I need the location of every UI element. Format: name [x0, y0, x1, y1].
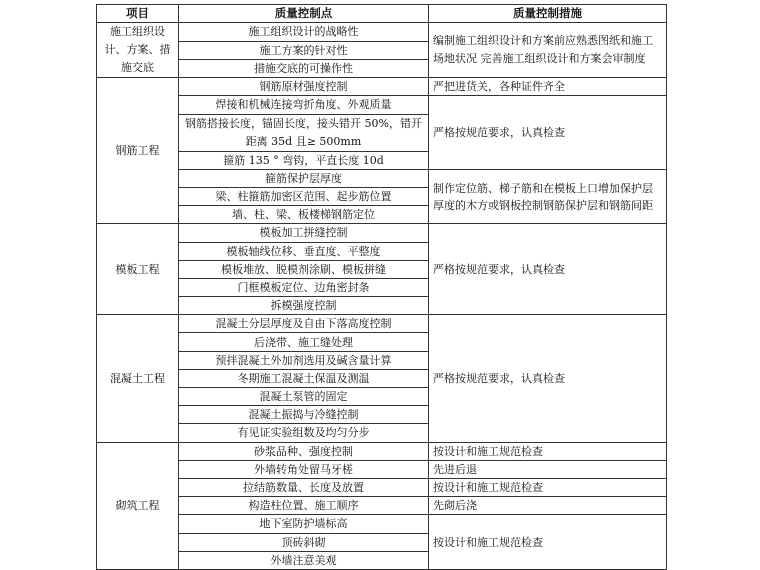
control-point-cell: 施工组织设计的战略性: [179, 23, 429, 41]
control-point-cell: 梁、柱箍筋加密区范围、起步筋位置: [179, 187, 429, 205]
table-row: [97, 460, 667, 478]
measure-cell: 严把进货关，各种证件齐全: [429, 78, 667, 96]
control-point-cell: 箍筋 135 ° 弯钩，平直长度 10d: [179, 151, 429, 169]
control-point-cell: 措施交底的可操作性: [179, 59, 429, 77]
control-point-cell: 拉结筋数量、长度及放置: [179, 478, 429, 496]
control-point-cell: 施工方案的针对性: [179, 41, 429, 59]
control-point-cell: 混凝土泵管的固定: [179, 388, 429, 406]
header-item: 项目: [97, 5, 179, 23]
control-point-cell: 冬期施工混凝土保温及测温: [179, 369, 429, 387]
control-point-cell: 外墙转角处留马牙槎: [179, 460, 429, 478]
control-point-cell: 地下室防护墙标高: [179, 515, 429, 533]
header-point: 质量控制点: [179, 5, 429, 23]
group-item-cell: 混凝土工程: [97, 315, 179, 442]
group-item-cell: 模板工程: [97, 224, 179, 315]
header-measure: 质量控制措施: [429, 5, 667, 23]
measure-cell: 按设计和施工规范检查: [429, 478, 667, 496]
table-row: [97, 224, 667, 242]
control-point-cell: 外墙注意美观: [179, 551, 429, 569]
table-row: [97, 23, 667, 41]
control-point-cell: 有见证实验组数及均匀分步: [179, 424, 429, 442]
group-item-cell: 砌筑工程: [97, 442, 179, 569]
control-point-cell: 顶砖斜砌: [179, 533, 429, 551]
control-point-cell: 箍筋保护层厚度: [179, 169, 429, 187]
measure-cell: 先进后退: [429, 460, 667, 478]
table-row: [97, 442, 667, 460]
control-point-cell: 砂浆品种、强度控制: [179, 442, 429, 460]
control-point-cell: 模板堆放、脱模剂涂刷、模板拼缝: [179, 260, 429, 278]
table-row: [97, 169, 667, 187]
group-item-cell: 钢筋工程: [97, 78, 179, 224]
control-point-cell: 焊接和机械连接弯折角度、外观质量: [179, 96, 429, 114]
control-point-cell: 混凝土振捣与冷缝控制: [179, 406, 429, 424]
control-point-cell: 混凝土分层厚度及自由下落高度控制: [179, 315, 429, 333]
measure-cell: 按设计和施工规范检查: [429, 442, 667, 460]
control-point-cell: 模板轴线位移、垂直度、平整度: [179, 242, 429, 260]
control-point-cell: 模板加工拼缝控制: [179, 224, 429, 242]
table-row: [97, 78, 667, 96]
measure-cell: 严格按规范要求，认真检查: [429, 224, 667, 315]
control-point-cell: 拆模强度控制: [179, 297, 429, 315]
measure-cell: 按设计和施工规范检查: [429, 515, 667, 570]
table-row: [97, 315, 667, 333]
control-point-cell: 门框模板定位、边角密封条: [179, 278, 429, 296]
table-row: [97, 478, 667, 496]
table-row: [97, 497, 667, 515]
control-point-cell: 钢筋原材强度控制: [179, 78, 429, 96]
measure-cell: 制作定位筋、梯子筋和在模板上口增加保护层厚度的木方或钢板控制钢筋保护层和钢筋间距: [429, 169, 667, 224]
control-point-cell: 后浇带、施工缝处理: [179, 333, 429, 351]
table-row: [97, 96, 667, 114]
measure-cell: 编制施工组织设计和方案前应熟悉图纸和施工场地状况 完善施工组织设计和方案会审制度: [429, 23, 667, 78]
measure-cell: 严格按规范要求，认真检查: [429, 96, 667, 169]
control-point-cell: 墙、柱、梁、板楼梯钢筋定位: [179, 206, 429, 224]
group-item-cell: 施工组织设计、方案、措施交底: [97, 23, 179, 78]
measure-cell: 严格按规范要求，认真检查: [429, 315, 667, 442]
control-point-cell: 钢筋搭接长度，锚固长度，接头错开 50%，错开距离 35d 且≥ 500mm: [179, 114, 429, 151]
control-point-cell: 构造柱位置、施工顺序: [179, 497, 429, 515]
table-row: [97, 515, 667, 533]
control-point-cell: 预拌混凝土外加剂选用及碱含量计算: [179, 351, 429, 369]
measure-cell: 先砌后浇: [429, 497, 667, 515]
quality-control-table: [96, 4, 667, 570]
header-row: [97, 5, 667, 23]
